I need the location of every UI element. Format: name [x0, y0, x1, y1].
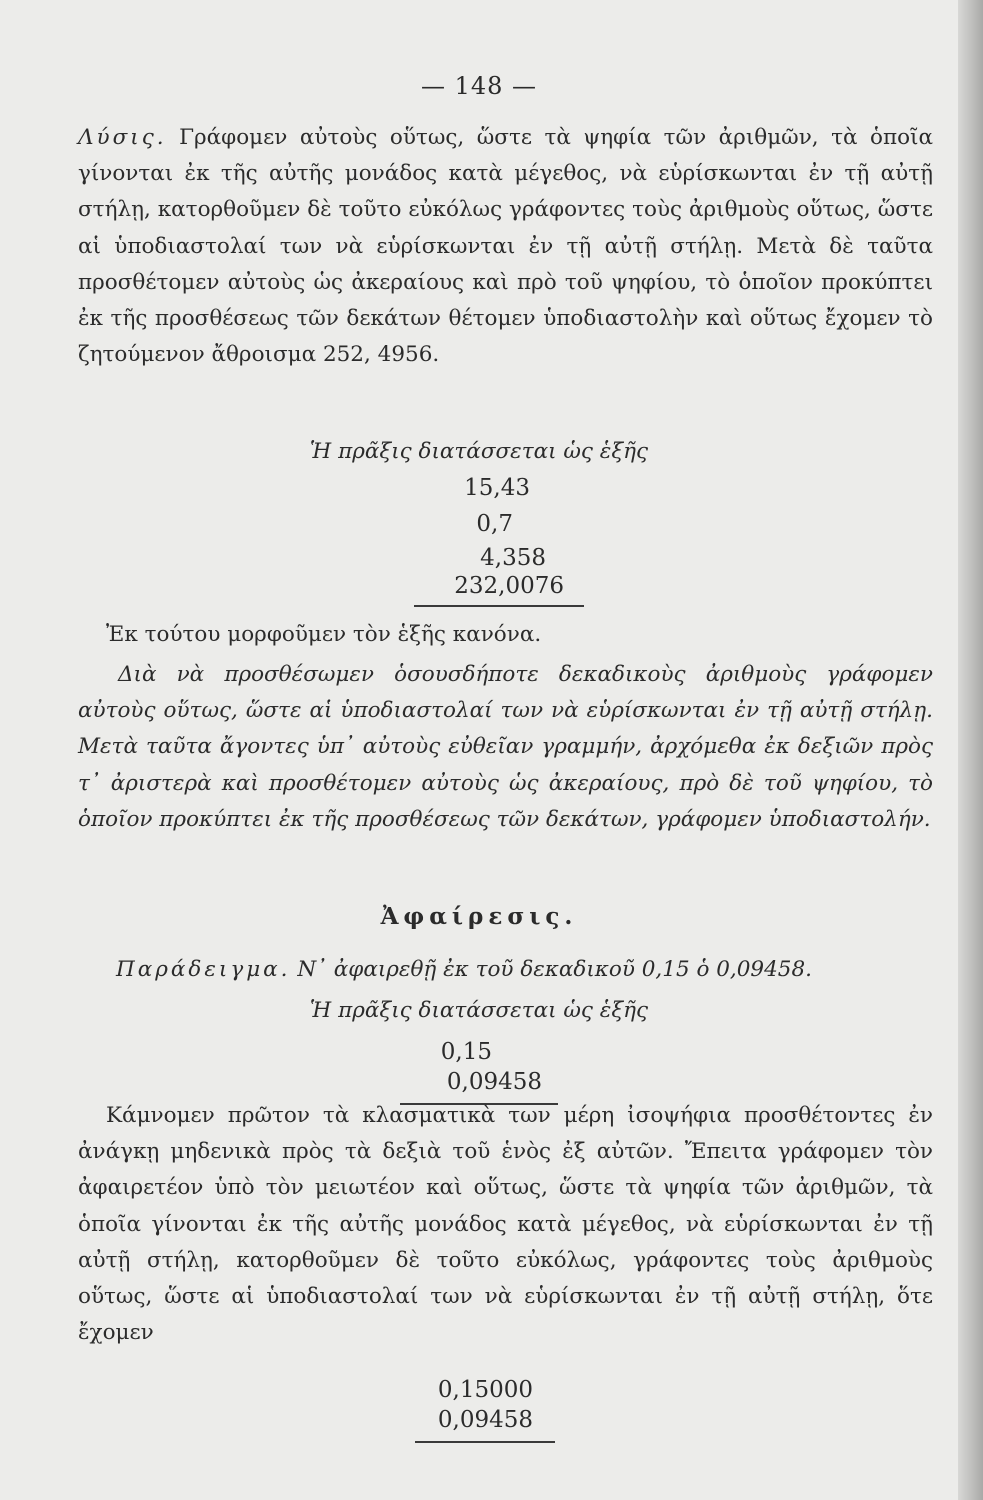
example-label: Παράδειγμα. [116, 957, 291, 982]
subtraction-rule-2 [415, 1441, 555, 1443]
solution-text: Γράφομεν αὐτοὺς οὕτως, ὥστε τὰ ψηφία τῶν ἀριθμῶν, τὰ ὁποῖα γίνονται ἐκ τῆς αὐτῆς μονάδος κατὰ μέγεθος, νὰ εὑρίσκωνται ἐν τῇ αὐτῇ στήλῃ, κατορθοῦμεν δὲ τοῦτο εὐκόλως γράφοντες τοὺς ἀριθμοὺς οὕτως, ὥστε αἱ ὑποδιαστολαί των νὰ εὑρίσκωνται ἐν τῇ αὐτῇ στήλῃ. Μετὰ δὲ ταῦτα προσθέτομεν αὐτοὺς ὡς ἀκεραίους καὶ πρὸ τοῦ ψηφίου, τὸ ὁποῖον προκύπτει ἐκ τῆς προσθέσεως τῶν δεκάτων θέτομεν ὑποδιαστολὴν καὶ οὕτως ἔχομεν τὸ ζητούμενον ἄθροισμα 252, 4956. [78, 125, 933, 368]
minuend-2: 0,15000 [437, 1377, 533, 1403]
page-number: — 148 — [420, 72, 538, 100]
explanation-paragraph: Κάμνομεν πρῶτον τὰ κλασματικὰ των μέρη ἰσοψήφια προσθέτοντες ἐν ἀνάγκῃ μηδενικὰ πρὸς τὰ δεξιὰ τοῦ ἑνὸς ἐξ αὐτῶν. Ἔπειτα γράφομεν τὸν ἀφαιρετέον ὑπὸ τὸν μειωτέον καὶ οὕτως, ὥστε τὰ ψηφία τῶν ἀριθμῶν, τὰ ὁποῖα γίνονται ἐκ τῆς αὐτῆς μονάδος κατὰ μέγεθος, νὰ εὑρίσκωνται ἐν τῇ αὐτῇ στήλῃ, κατορθοῦμεν δὲ τοῦτο εὐκόλως, γράφοντες τοὺς ἀριθμοὺς οὕτως, ὥστε αἱ ὑποδιαστολαί των νὰ εὑρίσκωνται ἐν τῇ αὐτῇ στήλῃ, ὅτε ἔχομεν [78, 1103, 933, 1346]
minuend-1: 0,15 [440, 1039, 492, 1065]
addition-result: 232,0076 [454, 573, 564, 599]
sum-rule [414, 605, 584, 607]
addend-2: 0,7 [476, 511, 513, 537]
subtrahend-2: 0,09458 [437, 1407, 533, 1433]
addend-3: 4,358 [480, 545, 546, 571]
example-paragraph [78, 952, 933, 988]
section-heading: Ἀφαίρεσις. [380, 903, 578, 930]
rule-paragraph: Διὰ νὰ προσθέσωμεν ὁσουσδήποτε δεκαδικοὺς ἀριθμοὺς γράφομεν αὐτοὺς οὕτως, ὥστε αἱ ὑποδιαστολαί των νὰ εὑρίσκωνται ἐν τῇ αὐτῇ στήλῃ. Μετὰ ταῦτα ἄγοντες ὑπ᾽ αὐτοὺς εὐθεῖαν γραμμήν, ἀρχόμεθα ἐκ δεξιῶν πρὸς τ᾽ ἀριστερὰ καὶ προσθέτομεν αὐτοὺς ὡς ἀκεραίους, πρὸ δὲ τοῦ ψηφίου, τὸ ὁποῖον προκύπτει ἐκ τῆς προσθέσεως τῶν δεκάτων, γράφομεν ὑποδιαστολήν. [78, 662, 933, 832]
arrangement-caption-1: Ἡ πρᾶξις διατάσσεται ὡς ἑξῆς [309, 439, 649, 464]
addend-1: 15,43 [464, 475, 530, 501]
subtrahend-1: 0,09458 [446, 1069, 542, 1095]
rule-intro: Ἐκ τούτου μορφοῦμεν τὸν ἑξῆς κανόνα. [106, 622, 542, 647]
example-text: Ν᾽ ἀφαιρεθῇ ἐκ τοῦ δεκαδικοῦ 0,15 ὁ 0,09458. [297, 957, 812, 982]
solution-paragraph [78, 120, 933, 373]
book-spine-edge [958, 0, 983, 1500]
arrangement-caption-2: Ἡ πρᾶξις διατάσσεται ὡς ἑξῆς [309, 998, 649, 1023]
solution-label: Λύσις. [78, 125, 167, 150]
